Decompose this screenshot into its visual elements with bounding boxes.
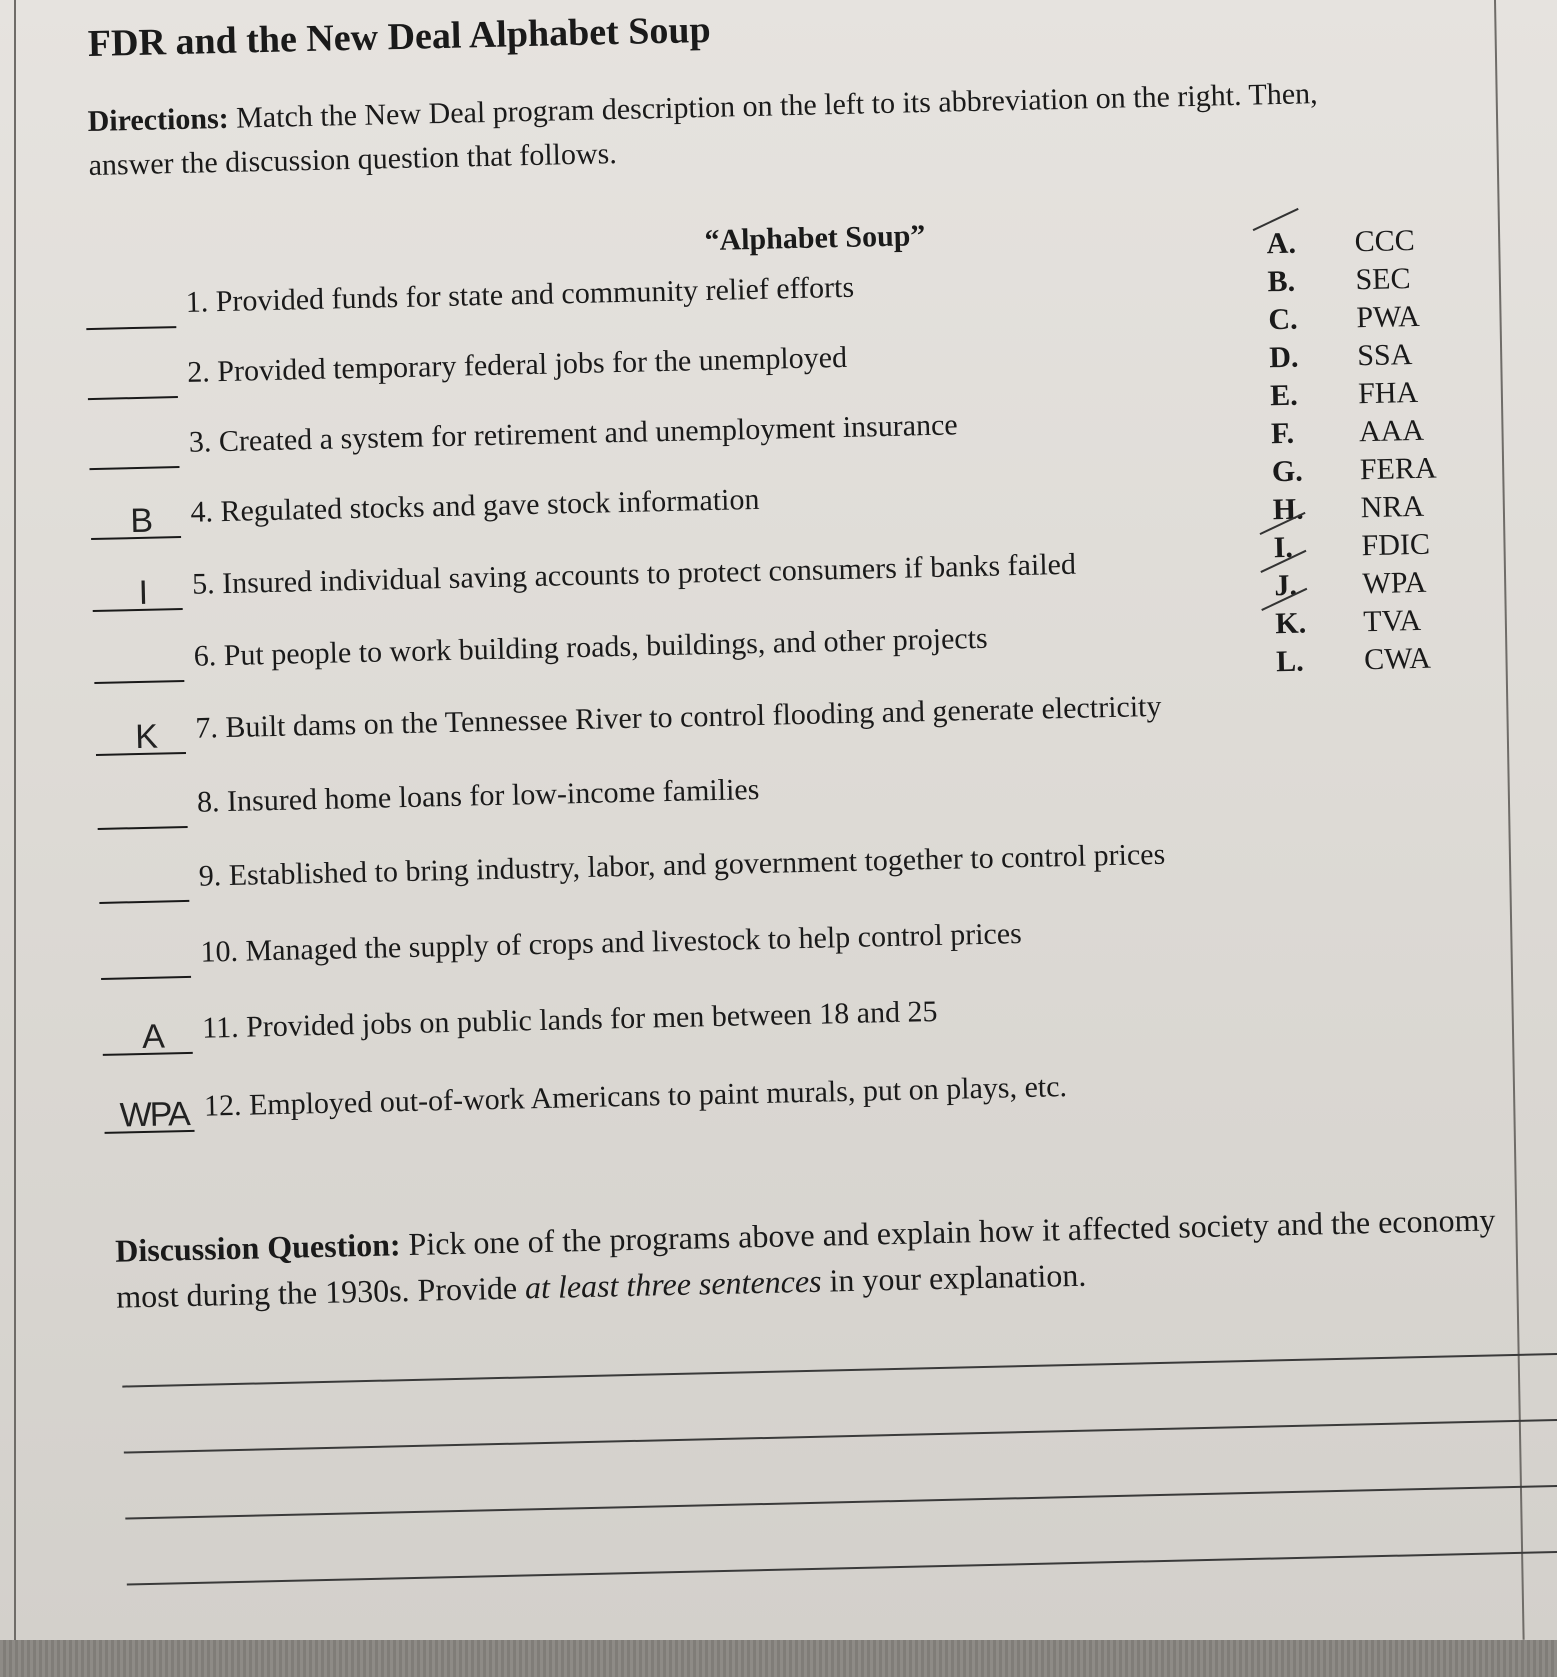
- option-abbreviation: FDIC: [1361, 527, 1431, 563]
- list-item: [93, 621, 989, 686]
- option-abbreviation: CCC: [1354, 223, 1416, 259]
- discussion-question: [115, 1195, 1537, 1319]
- option-abbreviation: SSA: [1356, 338, 1413, 373]
- option-letter: A.: [1266, 226, 1297, 261]
- handwritten-answer: A: [141, 1017, 164, 1057]
- worksheet-title: FDR and the New Deal Alphabet Soup: [87, 8, 712, 65]
- list-item: [92, 547, 1077, 614]
- abbreviation-option: [1275, 641, 1432, 683]
- handwritten-answer: [113, 904, 185, 906]
- handwritten-answer: K: [134, 717, 157, 757]
- option-letter: B.: [1267, 264, 1296, 299]
- section-subtitle: “Alphabet Soup”: [704, 219, 926, 258]
- item-description: 4. Regulated stocks and gave stock information: [190, 482, 760, 529]
- answer-line[interactable]: [124, 1418, 1557, 1453]
- answer-blank[interactable]: [99, 900, 189, 904]
- option-abbreviation: PWA: [1356, 299, 1421, 335]
- list-item: [104, 1070, 1068, 1136]
- answer-line[interactable]: [125, 1484, 1557, 1519]
- directions: [87, 70, 1409, 188]
- option-letter: L.: [1275, 644, 1305, 679]
- option-letter: J.: [1274, 568, 1298, 603]
- item-description: 6. Put people to work building roads, buildings, and other projects: [193, 621, 989, 673]
- item-description: 11. Provided jobs on public lands for men between 18 and 25: [201, 994, 938, 1045]
- discussion-text: Pick one of the programs above and explain how it affected society and the economy most during the 1930s. Provide: [115, 1201, 1496, 1315]
- handwritten-answer: B: [129, 501, 152, 541]
- option-abbreviation: NRA: [1360, 489, 1425, 525]
- item-description: 5. Insured individual saving accounts to protect consumers if banks failed: [191, 547, 1077, 601]
- table-surface: [0, 1640, 1557, 1677]
- item-description: 2. Provided temporary federal jobs for the unemployed: [186, 340, 848, 389]
- abbreviation-option: [1268, 299, 1421, 341]
- option-abbreviation: FHA: [1357, 375, 1419, 411]
- list-item: [89, 408, 959, 472]
- list-item: [85, 270, 855, 332]
- item-description: 1. Provided funds for state and community relief efforts: [185, 270, 855, 319]
- abbreviation-option: [1266, 223, 1416, 265]
- handwritten-answer: WPA: [119, 1094, 190, 1135]
- answer-blank[interactable]: [88, 396, 178, 400]
- item-description: 8. Insured home loans for low-income families: [196, 772, 760, 819]
- item-description: 7. Built dams on the Tennessee River to control flooding and generate electricity: [195, 689, 1162, 745]
- item-description: 3. Created a system for retirement and unemployment insurance: [188, 408, 959, 459]
- abbreviation-option: [1274, 603, 1422, 645]
- handwritten-answer: [100, 330, 172, 332]
- list-item: [98, 837, 1166, 906]
- item-description: 9. Established to bring industry, labor, and government together to control prices: [198, 837, 1166, 893]
- answer-blank[interactable]: [94, 680, 184, 684]
- answer-line[interactable]: [127, 1550, 1557, 1585]
- option-letter: F.: [1270, 416, 1295, 451]
- answer-blank[interactable]: [89, 466, 179, 470]
- option-letter: E.: [1269, 378, 1299, 413]
- handwritten-answer: [108, 684, 180, 686]
- option-letter: D.: [1268, 340, 1299, 375]
- handwritten-answer: [115, 980, 187, 982]
- option-letter: K.: [1274, 606, 1307, 641]
- list-item: [90, 482, 760, 542]
- option-abbreviation: WPA: [1362, 565, 1427, 601]
- option-letter: C.: [1268, 302, 1298, 337]
- abbreviation-option: [1268, 338, 1413, 379]
- answer-blank[interactable]: [101, 976, 191, 980]
- item-description: 10. Managed the supply of crops and livestock to help control prices: [200, 917, 1023, 969]
- handwritten-answer: [102, 400, 174, 402]
- list-item: [97, 772, 760, 832]
- handwritten-answer: I: [138, 573, 147, 612]
- option-letter: I.: [1273, 530, 1294, 565]
- answer-line[interactable]: [122, 1352, 1557, 1387]
- abbreviation-option: [1271, 451, 1437, 493]
- abbreviation-option: [1269, 375, 1419, 417]
- directions-text: Match the New Deal program description on the left to its abbreviation on the right. Then, answer the discussion question that follows.: [88, 77, 1318, 183]
- option-abbreviation: SEC: [1355, 262, 1411, 297]
- discussion-emphasis: at least three sentences: [524, 1262, 822, 1306]
- item-description: 12. Employed out-of-work Americans to paint murals, put on plays, etc.: [203, 1070, 1068, 1123]
- discussion-label: Discussion Question:: [114, 1226, 401, 1269]
- answer-blank[interactable]: [98, 826, 188, 830]
- directions-label: Directions:: [87, 101, 230, 139]
- answer-blank[interactable]: [86, 326, 176, 330]
- handwritten-answer: [104, 470, 176, 472]
- list-item: [95, 689, 1162, 758]
- list-item: [102, 994, 938, 1058]
- discussion-text-end: in your explanation.: [829, 1256, 1087, 1299]
- option-letter: G.: [1271, 454, 1304, 489]
- list-item: [87, 340, 848, 402]
- option-abbreviation: TVA: [1362, 603, 1422, 639]
- option-abbreviation: AAA: [1358, 413, 1425, 449]
- option-letter: H.: [1272, 492, 1304, 527]
- abbreviation-option: [1267, 262, 1411, 303]
- list-item: [100, 917, 1023, 982]
- option-abbreviation: FERA: [1359, 451, 1437, 487]
- abbreviation-option: [1270, 413, 1425, 455]
- handwritten-answer: [112, 830, 184, 832]
- option-abbreviation: CWA: [1363, 641, 1432, 677]
